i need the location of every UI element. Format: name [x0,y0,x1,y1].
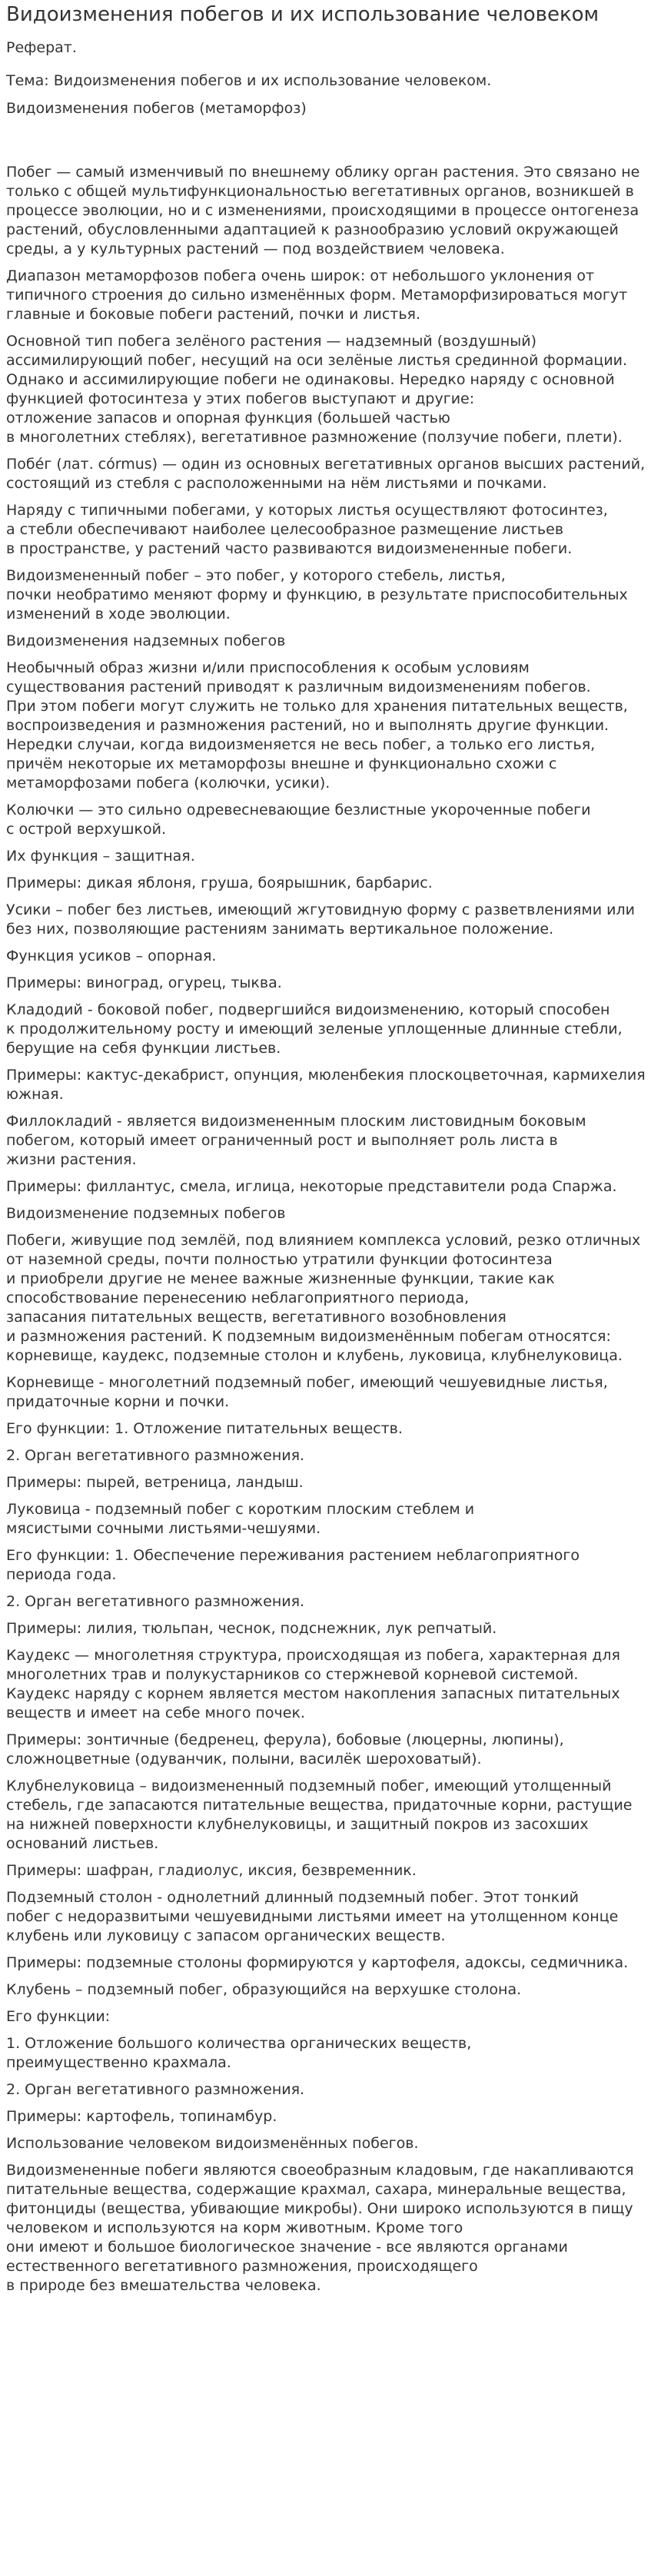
text-line: причём некоторые их метаморфозы внешне и функционально схожи с [6,755,557,772]
text-line: существования растений приводят к различным видоизменениям побегов. [6,679,591,695]
text-line: Примеры: кактус-декабрист, опунция, мюленбекия плоскоцветочная, кармихелия [6,1067,646,1084]
text-line: и приобрели другие не менее важные жизненные функции, такие как [6,1270,555,1287]
text-line: процессе эволюции, но и с изменениями, происходящими в процессе онтогенеза [6,202,639,219]
text-line: без них, позволяющие растениям занимать вертикальное положение. [6,921,554,938]
text-line: воспроизведения и размножения растений, но и выполнять другие функции. [6,717,609,734]
text-line: Видоизмененные побеги являются своеобразным кладовым, где накапливаются [6,2162,634,2179]
text-line: Видоизменения побегов (метаморфоз) [6,100,307,117]
text-line: веществ и имеет на себе много почек. [6,1705,305,1721]
text-line: в природе без вмешательства человека. [6,2277,321,2294]
text-line: Примеры: филлантус, смела, иглица, некоторые представители рода Спаржа. [6,1178,617,1195]
text-line: 2. Орган вегетативного размножения. [6,2081,305,2098]
text-line: жизни растения. [6,1151,137,1168]
page-title: Видоизменения побегов и их использование человеком [6,3,600,26]
text-line: Использование человеком видоизменённых побегов. [6,2135,419,2152]
text-line: Клубнелуковица – видоизмененный подземный побег, имеющий утолщенный [6,1778,612,1794]
text-line: фитонциды (вещества, убивающие микробы). Они широко используются в пищу [6,2200,633,2217]
text-line: Побеги, живущие под землёй, под влиянием комплекса условий, резко отличных [6,1232,641,1249]
text-line: Видоизменения надземных побегов [6,632,286,649]
text-line: способствование перенесению неблагоприятного периода, [6,1290,470,1306]
text-line: типичного строения до сильно изменённых форм. Метаморфизироваться могут [6,287,628,304]
text-line: сложноцветные (одуванчик, полыни, василёк шероховатый). [6,1751,482,1768]
text-line: мясистыми сочными листьями-чешуями. [6,1520,321,1537]
text-line: Их функция – защитная. [6,848,195,865]
text-line: Примеры: виноград, огурец, тыква. [6,974,282,991]
text-line: Корневище - многолетний подземный побег, имеющий чешуевидные листья, [6,1374,608,1391]
text-line: Основной тип побега зелёного растения — надземный (воздушный) [6,333,537,350]
text-line: Каудекс — многолетняя структура, происходящая из побега, характерная для [6,1647,620,1664]
text-line: При этом побеги могут служить не только для хранения питательных веществ, [6,698,628,715]
text-line: Нередки случаи, когда видоизменяется не весь побег, а только его листья, [6,736,596,753]
text-line: Филлокладий - является видоизмененным плоским листовидным боковым [6,1113,586,1130]
text-line: Примеры: шафран, гладиолус, иксия, безвременник. [6,1862,417,1879]
text-line: функцией фотосинтеза у этих побегов выступают и другие: [6,390,475,407]
text-line: Необычный образ жизни и/или приспособления к особым условиям [6,659,530,676]
text-line: Наряду с типичными побегами, у которых листья осуществляют фотосинтез, [6,502,608,519]
text-line: Однако и ассимилирующие побеги не одинаковы. Нередко наряду с основной [6,371,615,388]
text-line: Примеры: дикая яблоня, груша, боярышник, барбарис. [6,875,433,891]
text-line: Видоизмененный побег – это побег, у которого стебель, листья, [6,567,506,584]
text-line: Усики – побег без листьев, имеющий жгутовидную форму с разветвлениями или [6,901,635,918]
text-line: и размножения растений. К подземным видоизменённым побегам относятся: [6,1328,611,1345]
text-line: почки необратимо меняют форму и функцию, в результате приспособительных [6,586,628,603]
text-line: Реферат. [6,39,77,56]
text-line: 1. Отложение большого количества органических веществ, [6,2035,472,2052]
text-line: на нижней поверхности клубнелуковицы, и защитный покров из засохших [6,1816,589,1833]
text-line: ассимилирующий побег, несущий на оси зелёные листья срединной формации. [6,352,628,369]
text-line: Видоизменение подземных побегов [6,1205,286,1222]
text-line: преимущественно крахмала. [6,2054,231,2071]
text-line: Примеры: картофель, топинамбур. [6,2108,277,2125]
text-line: берущие на себя функции листьев. [6,1040,281,1057]
text-line: Его функции: 1. Обеспечение переживания растением неблагоприятного [6,1547,580,1564]
text-line: Побе́г (лат. córmus) — один из основных вегетативных органов высших растений, [6,456,646,473]
text-line: с острой верхушкой. [6,821,167,838]
text-line: побегом, который имеет ограниченный рост и выполняет роль листа в [6,1132,558,1149]
text-line: состоящий из стебля с расположенными на нём листьями и почками. [6,475,547,492]
text-line: Диапазон метаморфозов побега очень широк: от небольшого уклонения от [6,267,595,284]
text-line: среды, а у культурных растений — под воздействием человека. [6,241,505,257]
text-line: а стебли обеспечивают наиболее целесообразное размещение листьев [6,521,564,538]
text-line: клубень или луковицу с запасом органических веществ. [6,1927,446,1944]
text-line: изменений в ходе эволюции. [6,606,231,622]
text-line: периода года. [6,1566,117,1583]
text-line: к продолжительному росту и имеющий зеленые уплощенные длинные стебли, [6,1021,623,1037]
text-line: в многолетних стеблях), вегетативное размножение (ползучие побеги, плети). [6,429,623,446]
text-line: Примеры: зонтичные (бедренец, ферула), бобовые (люцерны, люпины), [6,1731,564,1748]
text-line: Клубень – подземный побег, образующийся на верхушке столона. [6,1981,522,1998]
text-line: главные и боковые побеги растений, почки и листья. [6,306,421,323]
text-line: Луковица - подземный побег с коротким плоским стеблем и [6,1501,475,1518]
text-line: естественного вегетативного размножения, происходящего [6,2258,478,2275]
text-line: Его функции: 1. Отложение питательных веществ. [6,1420,403,1437]
text-line: запасания питательных веществ, вегетативного возобновления [6,1309,507,1326]
text-line: корневище, каудекс, подземные столон и клубень, луковица, клубнелуковица. [6,1347,623,1364]
text-line: они имеют и большое биологическое значение - все являются органами [6,2239,568,2256]
text-line: Кладодий - боковой побег, подвергшийся видоизменению, который способен [6,1001,610,1018]
text-line: многолетних трав и полукустарников со стержневой корневой системой. [6,1666,579,1683]
text-line: 2. Орган вегетативного размножения. [6,1447,305,1464]
text-line: человеком и используются на корм животным. Кроме того [6,2219,463,2236]
text-line: придаточные корни и почки. [6,1393,230,1410]
text-line: стебель, где запасаются питательные вещества, придаточные корни, растущие [6,1797,633,1814]
text-line: Каудекс наряду с корнем является местом накопления запасных питательных [6,1685,620,1702]
text-line: в пространстве, у растений часто развиваются видоизмененные побеги. [6,540,573,557]
text-line: Тема: Видоизменения побегов и их использование человеком. [6,72,492,89]
text-line: отложение запасов и опорная функция (большей частью [6,410,450,427]
text-line: растений, обусловленными адаптацией к разнообразию условий окружающей [6,221,619,238]
text-line: Примеры: пырей, ветреница, ландыш. [6,1474,304,1491]
text-line: Примеры: лилия, тюльпан, чеснок, подснежник, лук репчатый. [6,1620,497,1637]
text-line: южная. [6,1086,64,1103]
text-line: питательные вещества, содержащие крахмал, сахара, минеральные вещества, [6,2181,626,2198]
text-line: только с общей мультифункциональностью вегетативных органов, возникшей в [6,183,634,200]
text-line: оснований листьев. [6,1835,159,1852]
text-line: Его функции: [6,2008,111,2025]
text-line: Колючки — это сильно одревесневающие безлистные укороченные побеги [6,802,591,818]
text-line: Побег — самый изменчивый по внешнему облику орган растения. Это связано не [6,164,640,181]
text-line: побег с недоразвитыми чешуевидными листьями имеет на утолщенном конце [6,1908,619,1925]
text-line: Подземный столон - однолетний длинный подземный побег. Этот тонкий [6,1889,579,1906]
text-line: Функция усиков – опорная. [6,948,217,964]
text-line: Примеры: подземные столоны формируются у картофеля, адоксы, седмичника. [6,1954,629,1971]
text-line: 2. Орган вегетативного размножения. [6,1593,305,1610]
text-line: метаморфозами побега (колючки, усики). [6,775,330,792]
text-line: от наземной среды, почти полностью утратили функции фотосинтеза [6,1251,553,1268]
